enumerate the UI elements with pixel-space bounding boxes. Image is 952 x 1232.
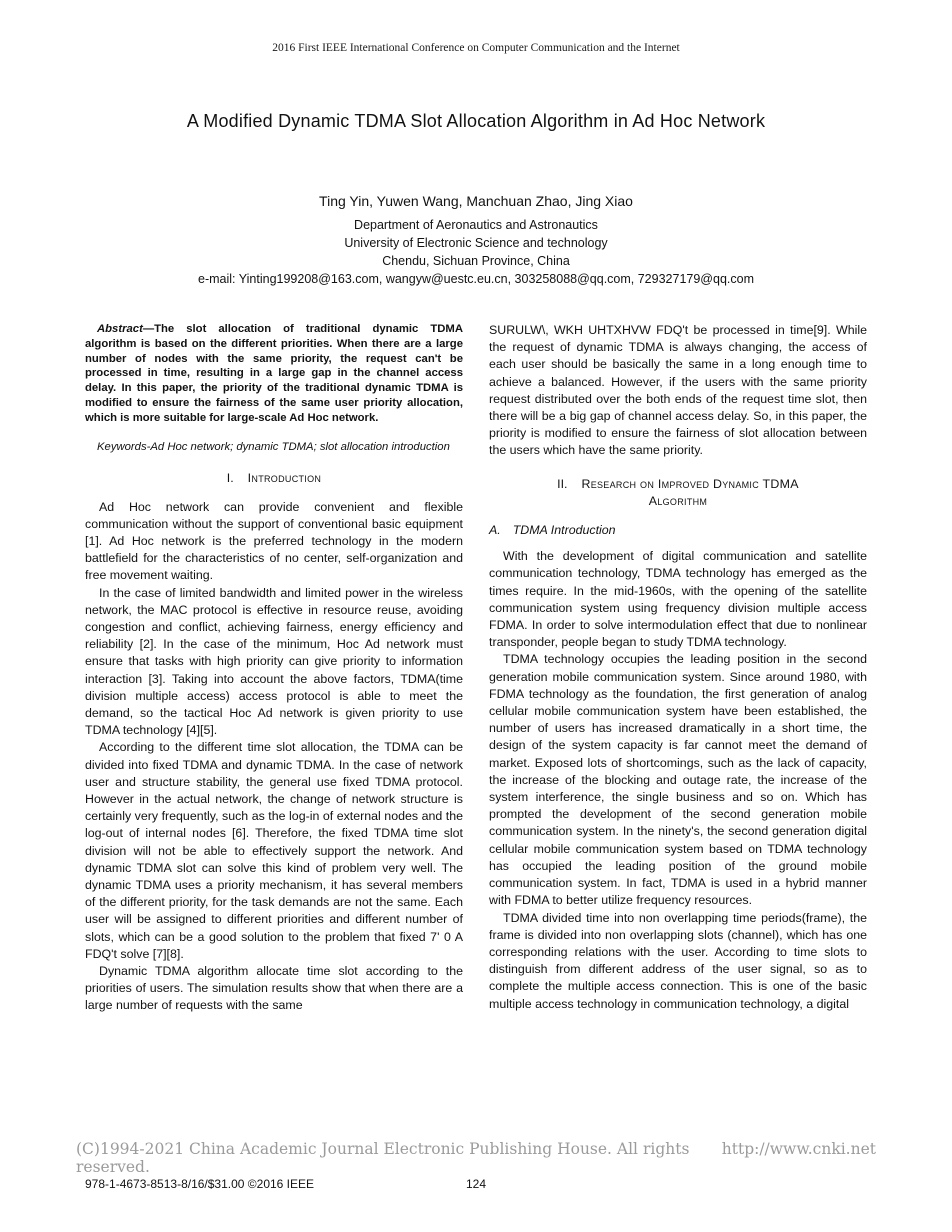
affiliation-location: Chendu, Sichuan Province, China [382, 254, 570, 268]
paragraph: Ad Hoc network can provide convenient and flexible communication without the support of conventional basic equipment [1]. Ad Hoc network is the preferred technology in the modern battlefield for the characteristics of no center, self-organization and free movement waiting. [85, 499, 463, 583]
paragraph: With the development of digital communication and satellite communication technology, TDMA technology has emerged as the times require. In the mid-1960s, with the opening of the satellite communication system using frequency division multiple access FDMA. In order to solve intermodulation effect that due to nonlinear transponder, people began to study TDMA technology. [489, 549, 867, 650]
subsection-title: TDMA Introduction [512, 523, 616, 538]
keywords-line: Keywords-Ad Hoc network; dynamic TDMA; slot allocation introduction [97, 440, 450, 453]
author-block [0, 193, 952, 288]
section-heading-introduction [85, 470, 463, 487]
section-number: I. [226, 471, 234, 486]
authors-line: Ting Yin, Yuwen Wang, Manchuan Zhao, Jing Xiao [319, 193, 633, 209]
paragraph: TDMA divided time into non overlapping time periods(frame), the frame is divided into non overlapping slots (channel), which has one corresponding relations with the user. According to time slots to distinguish from different address of the user signal, so as to complete the multiple access connection. This is one of the basic multiple access technology in communication technology, a digital [489, 910, 867, 1011]
section-heading-line-1 [489, 476, 867, 493]
section-title-line-2: Algorithm [648, 493, 708, 508]
cnki-url: http://www.cnki.net [721, 1140, 876, 1158]
cnki-copyright: (C)1994-2021 China Academic Journal Electronic Publishing House. All rights reserved. [76, 1140, 690, 1176]
left-column [85, 322, 463, 1015]
isbn-copyright-line: 978-1-4673-8513-8/16/$31.00 ©2016 IEEE [85, 1177, 315, 1191]
cnki-footer [76, 1140, 876, 1176]
email-line: e-mail: Yinting199208@163.com, wangyw@uestc.eu.cn, 303258088@qq.com, 729327179@qq.com [198, 272, 754, 286]
section-title: Introduction [247, 471, 322, 486]
paragraph: According to the different time slot allocation, the TDMA can be divided into fixed TDMA and dynamic TDMA. In the case of network user and structure stability, the general use fixed TDMA protocol. However in the actual network, the change of network structure is certainly very frequently, such as the log-in of external nodes and the log-out of internal nodes [6]. Therefore, the fixed TDMA time slot division will not be able to effectively support the network. And dynamic TDMA slot can solve this kind of problem very well. The dynamic TDMA uses a priority mechanism, it has several members of the different priority, for the task demands are not the same. Each user will be assigned to different priorities and different number of slots, which can be a good solution to the problem that fixed 7' 0 A FDQ't solve [7][8]. [85, 740, 463, 961]
conference-header: 2016 First IEEE International Conference on Computer Communication and the Internet [272, 42, 680, 54]
section-title-line-1: Research on Improved Dynamic TDMA [581, 476, 799, 491]
right-column [489, 322, 867, 1015]
section-heading-research [489, 476, 867, 510]
abstract-label: Abstract [97, 323, 143, 335]
subsection-number: A. [489, 523, 501, 538]
affiliation-university: University of Electronic Science and technology [344, 236, 608, 250]
two-column-body [85, 322, 867, 1015]
paragraph: In the case of limited bandwidth and limited power in the wireless network, the MAC protocol is effective in resource reuse, avoiding congestion and conflict, achieving fairness, energy efficiency and reliability [2]. In the case of the minimum, Hoc Ad network must ensure that tasks with high priority can give priority to information interaction [3]. Taking into account the above factors, TDMA(time division multiple access) access protocol is able to meet the demand, so the tactical Hoc Ad network is given priority to use TDMA technology [4][5]. [85, 585, 463, 738]
abstract-dash: — [142, 323, 155, 335]
paragraph: TDMA technology occupies the leading position in the second generation mobile communication system. Since around 1980, with FDMA technology as the foundation, the first generation of analog cellular mobile communication system have been established, the number of users has increased dramatically in a short time, the design of the system capacity is far cannot meet the demand of market. Exposed lots of shortcomings, such as the lack of capacity, the increase of the blocking and outage rate, the increase of the system interference, the single business and so on. Which has prompted the development of the second generation mobile communication system. In the ninety's, the second generation digital cellular mobile communication system based on TDMA technology has occupied the leading position of the ground mobile communication system. In fact, TDMA is used in a hybrid manner with FDMA to better utilize frequency resources. [489, 652, 867, 908]
paragraph: Dynamic TDMA algorithm allocate time slot according to the priorities of users. The simulation results show that when there are a large number of requests with the same [85, 964, 463, 1013]
subsection-a-heading [489, 522, 867, 539]
section-number: II. [557, 476, 568, 491]
page-number: 124 [465, 1177, 487, 1191]
affiliation-department: Department of Aeronautics and Astronautics [354, 218, 598, 232]
abstract-text: The slot allocation of traditional dynamic TDMA algorithm is based on the different priorities. When there are a large number of nodes with the same priority, the request can't be processed in time, resulting in a large gap in the channel access delay. In this paper, the priority of the traditional dynamic TDMA is modified to ensure the fairness of the same user priority allocation, which is more suitable for large-scale Ad Hoc network. [85, 323, 463, 424]
abstract [85, 322, 463, 426]
paragraph-continuation: SURULW\, WKH UHTXHVW FDQ't be processed in time[9]. While the request of dynamic TDMA is always changing, the access of each user should be basically the same in a long enough time to achieve a balanced. However, if the users with the same priority request distributed over the both ends of the request time slot, then there will be a big gap of channel access delay. So, in this paper, the priority is modified to ensure the fairness of slot allocation between the users which have the same priority. [489, 323, 867, 458]
paper-title: A Modified Dynamic TDMA Slot Allocation Algorithm in Ad Hoc Network [186, 111, 766, 131]
